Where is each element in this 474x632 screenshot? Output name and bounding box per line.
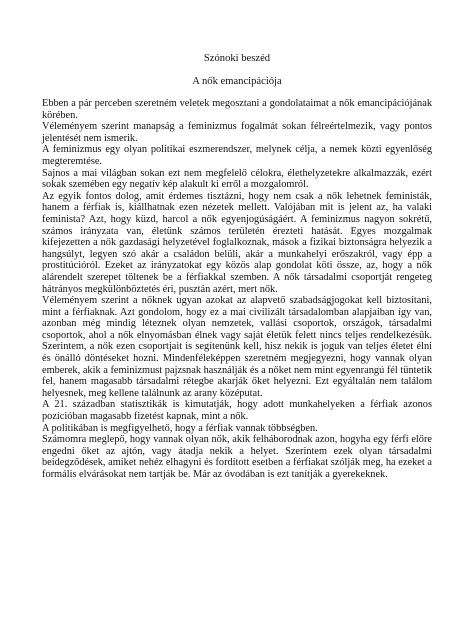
paragraph-negative-image: Sajnos a mai világban sokan ezt nem megfelelő célokra, élethelyzetekre alkalmazzák, ezért sokak szemében egy negatív kép alakult ki erről a mozgalomról. <box>42 167 432 191</box>
paragraph-feminism-branches: Az egyik fontos dolog, amit érdemes tisztázni, hogy nem csak a nők lehetnek feministák, hanem a férfiak is, kiállhatnak ezen nézetek mellett. Valójában mit is jelent az, ha valaki feminista? Azt, hogy küzd, harcol a nők egyenjogúságáért. A feminizmus nagyon sokrétű, számos irányzata van, életünk számos területén érezteti hatását. Egyes mozgalmak kifejezetten a nők gazdasági helyzetével foglalkoznak, mások a fizikai biztonságra helyezik a hangsúlyt, legyen szó akár a családon belüli, akár a munkahelyi erőszakról, vagy épp a prostitúcióról. Ezeket az irányzatokat egy közös alap gondolat köti össze, az, hogy a nők alárendelt szerepet töltenek be a férfiakkal szemben. A nők társadalmi csoportját rengeteg hátrányos megkülönböztetés éri, pusztán azért, mert nők. <box>42 190 432 295</box>
document-title: Szónoki beszéd <box>203 53 271 64</box>
document-body <box>42 98 432 481</box>
paragraph-politics: A politikában is megfigyelhető, hogy a férfiak vannak többségben. <box>42 422 318 434</box>
paragraph-statistics: A 21. században statisztikák is kimutatják, hogy adott munkahelyeken a férfiak azonos pozícióban magasabb fizetést kapnak, mint a nők. <box>42 399 432 423</box>
paragraph-intro: Ebben a pár perceben szeretném veletek megosztani a gondolataimat a nők emancipációjának körében. <box>42 98 432 121</box>
paragraph-misunderstanding: Véleményem szerint manapság a feminizmus fogalmát sokan félreértelmezik, vagy pontos jelentését nem ismerik. <box>42 121 432 144</box>
paragraph-definition: A feminizmus egy olyan politikai eszmerendszer, melynek célja, a nemek közti egyenlőség megteremtése. <box>42 144 432 167</box>
document-subtitle: A nők emancipációja <box>192 76 282 87</box>
paragraph-social-habits: Számomra meglepő, hogy vannak olyan nők, akik felháborodnak azon, hogyha egy férfi előre engedni őket az ajtón, vagy átadja nekik a helyet. Szerintem ezek olyan társadalmi beidegződések, amiket nehéz elhagyni és fordított esetben a férfiakat szólják meg, ha ezeket a formális elvárásokat nem tartják be. Már az óvodában is ezt tanítják a gyerekeknek. <box>42 434 432 480</box>
paragraph-rights: Véleményem szerint a nőknek ugyan azokat az alapvető szabadságjogokat kell biztosítani, mint a férfiaknak. Azt gondolom, hogy ez a mai civilizált társadalomban alapjaiban így van, azonban még mindig léteznek olyan nemzetek, vallási csoportok, országok, társadalmi csoportok, ahol a nők elnyomásban élnek vagy saját életük felett nincs teljes rendelkezésük. Szerintem, a nők ezen csoportjait is segítenünk kell, hisz nekik is joguk van teljes életet élni és önálló döntéseket hozni. Mindenféleképpen szeretném megjegyezni, hogy vannak olyan emberek, akik a feminizmust pajzsnak használják és a nőket nem mint egyenrangú fél tüntetik fel, hanem magasabb társadalmi rétegbe akarják őket helyezni. Ezt egyáltalán nem találom helyesnek, meg kellene találnunk az arany középutat. <box>42 295 432 399</box>
